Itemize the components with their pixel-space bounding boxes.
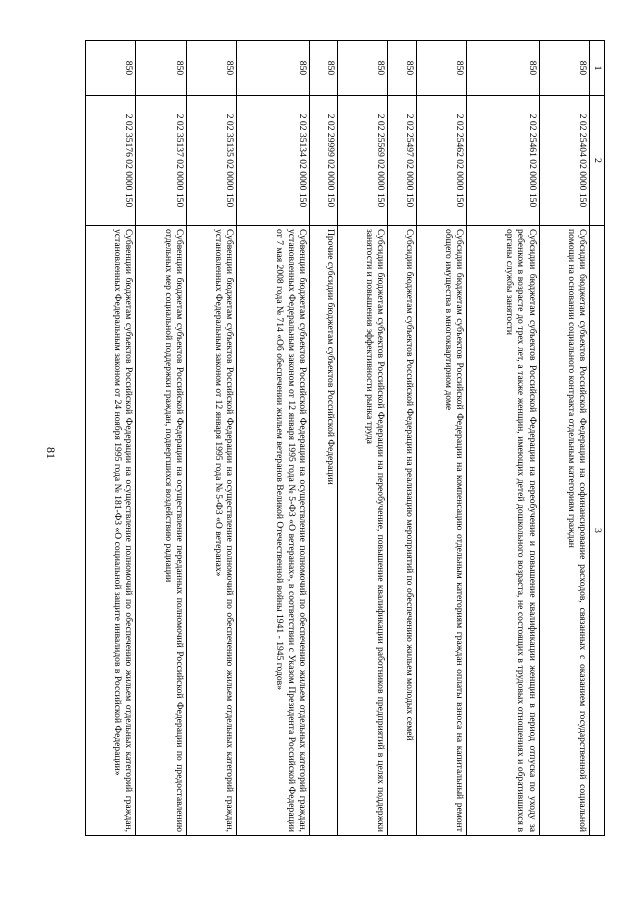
admin-code-cell: 850 [539, 41, 589, 96]
description-cell: Субсидии бюджетам субъектов Российской Федерации на софинансирование расходов, связанных с оказанием государственной социальной помощи на основании социального контракта отдельным категориям граждан [539, 226, 589, 836]
description-cell: Субсидии бюджетам субъектов Российской Федерации на компенсацию отдельным категориям граждан оплаты взноса на капитальный ремонт общего имущества в многоквартирном доме [416, 226, 466, 836]
table-row [186, 41, 236, 836]
admin-code-cell: 850 [237, 41, 310, 96]
description-cell: Субсидии бюджетам субъектов Российской Федерации на переобучение, повышение квалификации работников предприятий в целях поддержки занятости и повышения эффективности рынка труда [338, 226, 388, 836]
budget-code-cell: 2 02 35135 02 0000 150 [186, 96, 236, 226]
description-cell: Прочие субсидии бюджетам субъектов Российской Федерации [309, 226, 337, 836]
table-row [237, 41, 310, 836]
budget-code-cell: 2 02 25569 02 0000 150 [338, 96, 388, 226]
table-row [86, 41, 136, 836]
column-header-1: 1 [590, 41, 605, 96]
rotated-table-container [85, 40, 605, 835]
admin-code-cell: 850 [309, 41, 337, 96]
budget-code-cell: 2 02 35176 02 0000 150 [86, 96, 136, 226]
revenue-codes-table [85, 40, 605, 836]
budget-code-cell: 2 02 25462 02 0000 150 [416, 96, 466, 226]
table-row [416, 41, 466, 836]
table-row [466, 41, 539, 836]
budget-code-cell: 2 02 25461 02 0000 150 [466, 96, 539, 226]
description-cell: Субвенции бюджетам субъектов Российской Федерации на осуществление полномочий по обеспечению жильем отдельных категорий граждан, установленных Федеральным законом от 12 января 1995 года № 5-ФЗ «О ветеранах», в соответствии с Указом Президента Российской Федерации от 7 мая 2008 года № 714 «Об обеспечении жильем ветеранов Великой Отечественной войны 1941 - 1945 годов» [237, 226, 310, 836]
table-row [136, 41, 186, 836]
table-row [309, 41, 337, 836]
description-cell: Субвенции бюджетам субъектов Российской Федерации на осуществление полномочий по обеспечению жильем отдельных категорий граждан, установленных Федеральным законом от 24 ноября 1995 года № 181-ФЗ «О социальной защите инвалидов в Российской Федерации» [86, 226, 136, 836]
admin-code-cell: 850 [186, 41, 236, 96]
column-header-2: 2 [590, 96, 605, 226]
table-row [338, 41, 388, 836]
page-number: 81 [44, 447, 58, 459]
description-cell: Субвенции бюджетам субъектов Российской Федерации на осуществление переданных полномочий Российской Федерации по предоставлению отдельных мер социальной поддержки граждан, подвергшихся воздействию радиации [136, 226, 186, 836]
description-cell: Субсидии бюджетам субъектов Российской Федерации на реализацию мероприятий по обеспечению жильем молодых семей [388, 226, 416, 836]
description-cell: Субвенции бюджетам субъектов Российской Федерации на осуществление полномочий по обеспечению жильем отдельных категорий граждан, установленных Федеральным законом от 12 января 1995 года № 5-ФЗ «О ветеранах» [186, 226, 236, 836]
table-row [539, 41, 589, 836]
landscape-table-frame [85, 40, 605, 835]
column-header-3: 3 [590, 226, 605, 836]
budget-code-cell: 2 02 35134 02 0000 150 [237, 96, 310, 226]
admin-code-cell: 850 [466, 41, 539, 96]
description-cell: Субсидии бюджетам субъектов Российской Федерации на переобучение и повышение квалификации женщин в период отпуска по уходу за ребенком в возрасте до трех лет, а также женщин, имеющих детей дошкольного возраста, не состоящих в трудовых отношениях и обратившихся в органы службы занятости [466, 226, 539, 836]
budget-code-cell: 2 02 35137 02 0000 150 [136, 96, 186, 226]
budget-code-cell: 2 02 29999 02 0000 150 [309, 96, 337, 226]
admin-code-cell: 850 [388, 41, 416, 96]
admin-code-cell: 850 [86, 41, 136, 96]
table-header-row [590, 41, 605, 836]
admin-code-cell: 850 [136, 41, 186, 96]
table-row [388, 41, 416, 836]
admin-code-cell: 850 [338, 41, 388, 96]
admin-code-cell: 850 [416, 41, 466, 96]
budget-code-cell: 2 02 25404 02 0000 150 [539, 96, 589, 226]
budget-code-cell: 2 02 25497 02 0000 150 [388, 96, 416, 226]
